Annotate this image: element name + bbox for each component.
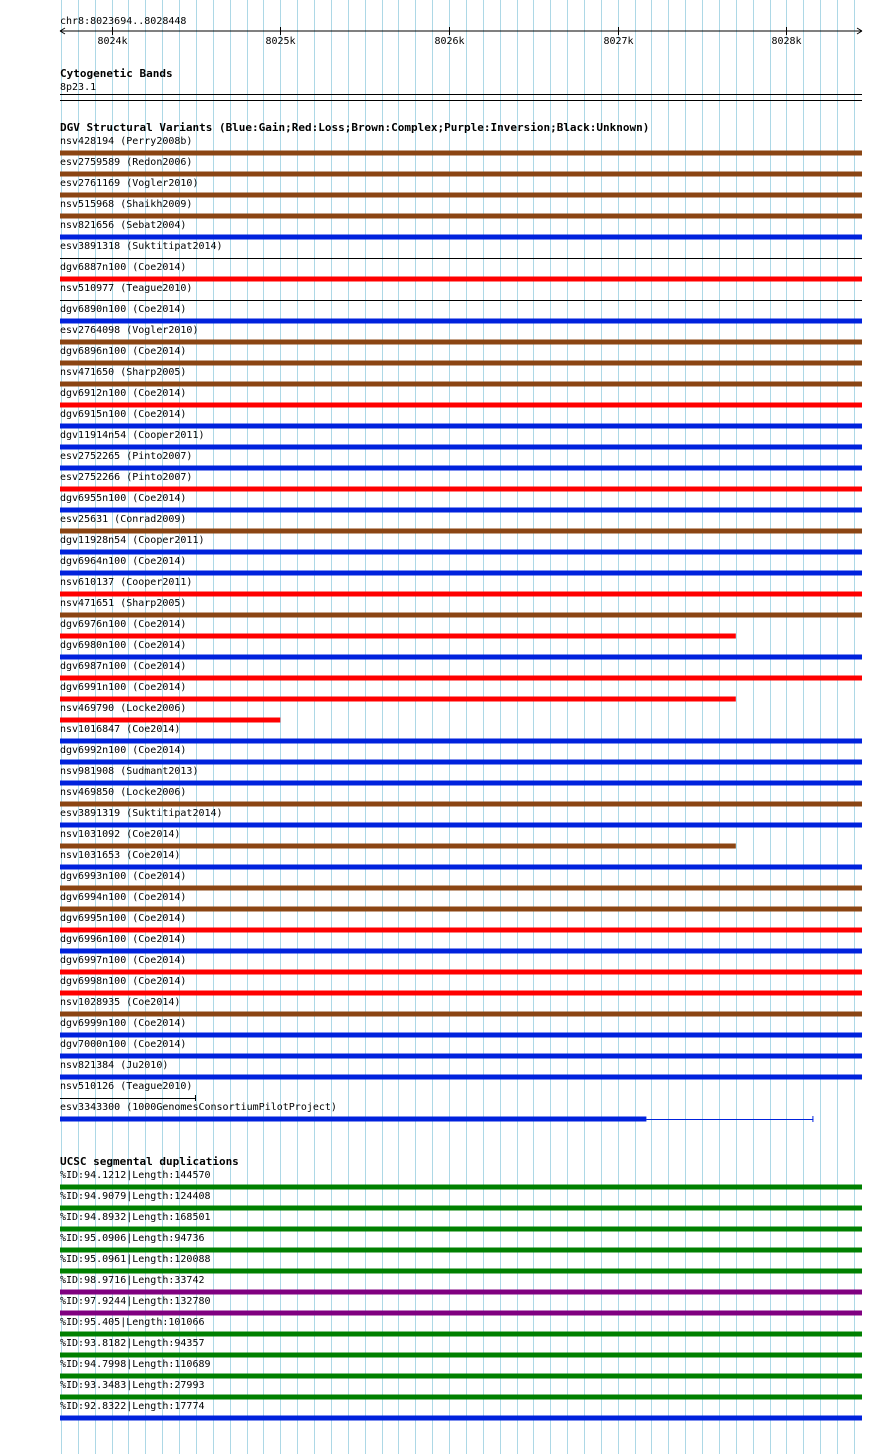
- feature-row[interactable]: [60, 1212, 862, 1232]
- feature-row[interactable]: [60, 82, 862, 101]
- feature-label: dgv6890n100 (Coe2014): [60, 304, 187, 315]
- feature-label: %ID:98.9716|Length:33742: [60, 1275, 205, 1286]
- feature-row[interactable]: [60, 1060, 862, 1080]
- ruler-tick-label: 8026k: [434, 36, 465, 47]
- feature-label: dgv6976n100 (Coe2014): [60, 619, 187, 630]
- feature-glyph[interactable]: [60, 991, 862, 996]
- feature-label: %ID:94.7998|Length:110689: [60, 1359, 211, 1370]
- feature-label: %ID:92.8322|Length:17774: [60, 1401, 205, 1412]
- feature-row[interactable]: [60, 1401, 862, 1421]
- feature-label: nsv471651 (Sharp2005): [60, 598, 187, 609]
- feature-label: nsv1031653 (Coe2014): [60, 850, 181, 861]
- feature-row[interactable]: [60, 325, 862, 345]
- feature-row[interactable]: [60, 1254, 862, 1274]
- ruler-tick-label: 8025k: [265, 36, 296, 47]
- feature-label: esv3891319 (Suktitipat2014): [60, 808, 223, 819]
- feature-glyph[interactable]: [60, 214, 862, 219]
- track-cytoband: [60, 67, 862, 101]
- feature-glyph[interactable]: [60, 340, 862, 345]
- feature-glyph[interactable]: [60, 1054, 862, 1059]
- feature-glyph[interactable]: [60, 277, 862, 282]
- feature-label: nsv821384 (Ju2010): [60, 1060, 169, 1071]
- feature-row[interactable]: [60, 1275, 862, 1295]
- feature-glyph[interactable]: [60, 361, 862, 366]
- feature-glyph[interactable]: [60, 1033, 862, 1038]
- feature-row[interactable]: [60, 262, 862, 282]
- feature-row[interactable]: [60, 808, 862, 828]
- feature-glyph[interactable]: [60, 1185, 862, 1190]
- feature-label: dgv6896n100 (Coe2014): [60, 346, 187, 357]
- feature-glyph[interactable]: [60, 529, 862, 534]
- feature-glyph[interactable]: [60, 634, 736, 639]
- feature-label: dgv6915n100 (Coe2014): [60, 409, 187, 420]
- feature-row[interactable]: [60, 220, 862, 240]
- feature-label: dgv6991n100 (Coe2014): [60, 682, 187, 693]
- feature-label: %ID:94.8932|Length:168501: [60, 1212, 211, 1223]
- feature-label: %ID:95.405|Length:101066: [60, 1317, 205, 1328]
- track-title: DGV Structural Variants (Blue:Gain;Red:Loss;Brown:Complex;Purple:Inversion;Black:Unknown): [60, 121, 650, 134]
- feature-row[interactable]: [60, 1233, 862, 1253]
- feature-row[interactable]: [60, 157, 862, 177]
- feature-row[interactable]: [60, 1338, 862, 1358]
- feature-label: dgv6994n100 (Coe2014): [60, 892, 187, 903]
- feature-glyph[interactable]: [60, 1227, 862, 1232]
- feature-label: dgv7000n100 (Coe2014): [60, 1039, 187, 1050]
- feature-row[interactable]: [60, 451, 862, 471]
- feature-glyph[interactable]: [60, 928, 862, 933]
- feature-glyph[interactable]: [60, 508, 862, 513]
- feature-glyph[interactable]: [60, 1117, 646, 1122]
- feature-label: dgv6955n100 (Coe2014): [60, 493, 187, 504]
- feature-glyph[interactable]: [60, 319, 862, 324]
- feature-label: dgv6997n100 (Coe2014): [60, 955, 187, 966]
- feature-label: %ID:94.9079|Length:124408: [60, 1191, 211, 1202]
- ruler: [60, 16, 862, 47]
- feature-glyph[interactable]: [60, 1248, 862, 1253]
- feature-glyph[interactable]: [60, 970, 862, 975]
- feature-row[interactable]: [60, 892, 862, 912]
- feature-label: esv2752266 (Pinto2007): [60, 472, 193, 483]
- feature-row[interactable]: [60, 1191, 862, 1211]
- feature-label: esv3891318 (Suktitipat2014): [60, 241, 223, 252]
- feature-glyph[interactable]: [60, 466, 862, 471]
- feature-label: dgv6992n100 (Coe2014): [60, 745, 187, 756]
- feature-label: dgv6996n100 (Coe2014): [60, 934, 187, 945]
- feature-glyph[interactable]: [60, 886, 862, 891]
- feature-row[interactable]: [60, 514, 862, 534]
- feature-row[interactable]: [60, 1380, 862, 1400]
- ruler-tick-label: 8028k: [771, 36, 802, 47]
- feature-glyph[interactable]: [60, 1206, 862, 1211]
- feature-glyph[interactable]: [60, 697, 736, 702]
- feature-row[interactable]: [60, 472, 862, 492]
- feature-row[interactable]: [60, 661, 862, 681]
- feature-glyph[interactable]: [60, 382, 862, 387]
- feature-glyph[interactable]: [60, 1374, 862, 1379]
- track-title: UCSC segmental duplications: [60, 1155, 239, 1168]
- feature-row[interactable]: [60, 1317, 862, 1337]
- feature-label: dgv11928n54 (Cooper2011): [60, 535, 205, 546]
- feature-glyph[interactable]: [60, 865, 862, 870]
- feature-glyph[interactable]: [60, 235, 862, 240]
- feature-row[interactable]: [60, 1170, 862, 1190]
- feature-glyph[interactable]: [60, 1012, 862, 1017]
- feature-row[interactable]: [60, 409, 862, 429]
- feature-label: dgv6964n100 (Coe2014): [60, 556, 187, 567]
- feature-row[interactable]: [60, 1039, 862, 1059]
- feature-row[interactable]: [60, 598, 862, 618]
- feature-row[interactable]: [60, 934, 862, 954]
- feature-row[interactable]: [60, 1359, 862, 1379]
- feature-row[interactable]: [60, 766, 862, 786]
- feature-row[interactable]: [60, 577, 862, 597]
- feature-glyph[interactable]: [60, 718, 280, 723]
- feature-label: nsv469850 (Locke2006): [60, 787, 187, 798]
- feature-row[interactable]: [60, 430, 862, 450]
- feature-row[interactable]: [60, 997, 862, 1017]
- feature-glyph[interactable]: [60, 655, 862, 660]
- feature-label: dgv6995n100 (Coe2014): [60, 913, 187, 924]
- feature-label: dgv6980n100 (Coe2014): [60, 640, 187, 651]
- feature-label: nsv1028935 (Coe2014): [60, 997, 181, 1008]
- feature-glyph[interactable]: [60, 613, 862, 618]
- feature-label: esv25631 (Conrad2009): [60, 514, 187, 525]
- feature-label: dgv6998n100 (Coe2014): [60, 976, 187, 987]
- feature-glyph[interactable]: [60, 739, 862, 744]
- feature-label: nsv1016847 (Coe2014): [60, 724, 181, 735]
- feature-glyph[interactable]: [60, 676, 862, 681]
- feature-row[interactable]: [60, 241, 862, 259]
- feature-label: esv2764098 (Vogler2010): [60, 325, 199, 336]
- feature-label: 8p23.1: [60, 82, 97, 93]
- feature-label: nsv515968 (Shaikh2009): [60, 199, 193, 210]
- feature-label: nsv610137 (Cooper2011): [60, 577, 193, 588]
- ruler-tick-label: 8024k: [97, 36, 128, 47]
- feature-row[interactable]: [60, 640, 862, 660]
- feature-glyph[interactable]: [60, 445, 862, 450]
- feature-glyph[interactable]: [60, 760, 862, 765]
- feature-label: nsv471650 (Sharp2005): [60, 367, 187, 378]
- feature-glyph[interactable]: [60, 571, 862, 576]
- feature-row[interactable]: [60, 1018, 862, 1038]
- feature-label: nsv821656 (Sebat2004): [60, 220, 187, 231]
- feature-label: dgv6887n100 (Coe2014): [60, 262, 187, 273]
- feature-label: dgv11914n54 (Cooper2011): [60, 430, 205, 441]
- feature-label: dgv6987n100 (Coe2014): [60, 661, 187, 672]
- feature-label: nsv469790 (Locke2006): [60, 703, 187, 714]
- feature-label: nsv510977 (Teague2010): [60, 283, 193, 294]
- feature-row[interactable]: [60, 367, 862, 387]
- feature-label: esv2761169 (Vogler2010): [60, 178, 199, 189]
- feature-row[interactable]: [60, 493, 862, 513]
- track-segdup: [60, 1155, 862, 1421]
- feature-glyph[interactable]: [60, 802, 862, 807]
- feature-row[interactable]: [60, 178, 862, 198]
- feature-label: %ID:94.1212|Length:144570: [60, 1170, 211, 1181]
- feature-row[interactable]: [60, 871, 862, 891]
- feature-row[interactable]: [60, 787, 862, 807]
- feature-glyph[interactable]: [60, 592, 862, 597]
- feature-glyph[interactable]: [60, 907, 862, 912]
- feature-label: dgv6999n100 (Coe2014): [60, 1018, 187, 1029]
- feature-glyph[interactable]: [60, 1290, 862, 1295]
- feature-glyph[interactable]: [60, 1075, 862, 1080]
- feature-glyph[interactable]: [60, 844, 736, 849]
- feature-row[interactable]: [60, 850, 862, 870]
- feature-label: nsv428194 (Perry2008b): [60, 136, 193, 147]
- ruler-tick-label: 8027k: [603, 36, 634, 47]
- feature-row[interactable]: [60, 535, 862, 555]
- track-title: Cytogenetic Bands: [60, 67, 173, 80]
- track-dgv: [60, 121, 862, 1122]
- feature-glyph[interactable]: [60, 1269, 862, 1274]
- feature-label: %ID:93.8182|Length:94357: [60, 1338, 205, 1349]
- feature-label: %ID:95.0906|Length:94736: [60, 1233, 205, 1244]
- feature-label: dgv6993n100 (Coe2014): [60, 871, 187, 882]
- feature-row[interactable]: [60, 1102, 813, 1122]
- feature-glyph[interactable]: [60, 424, 862, 429]
- ruler-ticks: [97, 27, 801, 47]
- feature-glyph[interactable]: [60, 1332, 862, 1337]
- feature-row[interactable]: [60, 619, 736, 639]
- feature-glyph[interactable]: [60, 781, 862, 786]
- feature-label: esv2759589 (Redon2006): [60, 157, 193, 168]
- feature-label: nsv981908 (Sudmant2013): [60, 766, 199, 777]
- feature-label: %ID:93.3483|Length:27993: [60, 1380, 205, 1391]
- feature-row[interactable]: [60, 304, 862, 324]
- feature-label: esv2752265 (Pinto2007): [60, 451, 193, 462]
- feature-glyph[interactable]: [60, 151, 862, 156]
- feature-label: dgv6912n100 (Coe2014): [60, 388, 187, 399]
- feature-label: nsv510126 (Teague2010): [60, 1081, 193, 1092]
- feature-row[interactable]: [60, 388, 862, 408]
- feature-glyph[interactable]: [60, 823, 862, 828]
- feature-row[interactable]: [60, 1081, 196, 1101]
- feature-row[interactable]: [60, 346, 862, 366]
- feature-row[interactable]: [60, 976, 862, 996]
- tracks: [60, 67, 862, 1421]
- feature-row[interactable]: [60, 829, 736, 849]
- feature-glyph[interactable]: [60, 1416, 862, 1421]
- feature-label: nsv1031092 (Coe2014): [60, 829, 181, 840]
- feature-row[interactable]: [60, 745, 862, 765]
- feature-label: esv3343300 (1000GenomesConsortiumPilotProject): [60, 1102, 337, 1113]
- feature-row[interactable]: [60, 199, 862, 219]
- feature-row[interactable]: [60, 955, 862, 975]
- feature-label: %ID:95.0961|Length:120088: [60, 1254, 211, 1265]
- feature-glyph[interactable]: [60, 172, 862, 177]
- feature-label: %ID:97.9244|Length:132780: [60, 1296, 211, 1307]
- feature-glyph[interactable]: [60, 1311, 862, 1316]
- feature-row[interactable]: [60, 913, 862, 933]
- feature-row[interactable]: [60, 136, 862, 156]
- feature-glyph[interactable]: [60, 1395, 862, 1400]
- feature-glyph[interactable]: [60, 403, 862, 408]
- feature-row[interactable]: [60, 1296, 862, 1316]
- feature-row[interactable]: [60, 556, 862, 576]
- feature-glyph[interactable]: [60, 193, 862, 198]
- feature-row[interactable]: [60, 724, 862, 744]
- feature-row[interactable]: [60, 283, 862, 301]
- feature-glyph[interactable]: [60, 949, 862, 954]
- region-label: chr8:8023694..8028448: [60, 16, 187, 27]
- feature-row[interactable]: [60, 682, 736, 702]
- feature-glyph[interactable]: [60, 550, 862, 555]
- feature-glyph[interactable]: [60, 1353, 862, 1358]
- feature-glyph[interactable]: [60, 487, 862, 492]
